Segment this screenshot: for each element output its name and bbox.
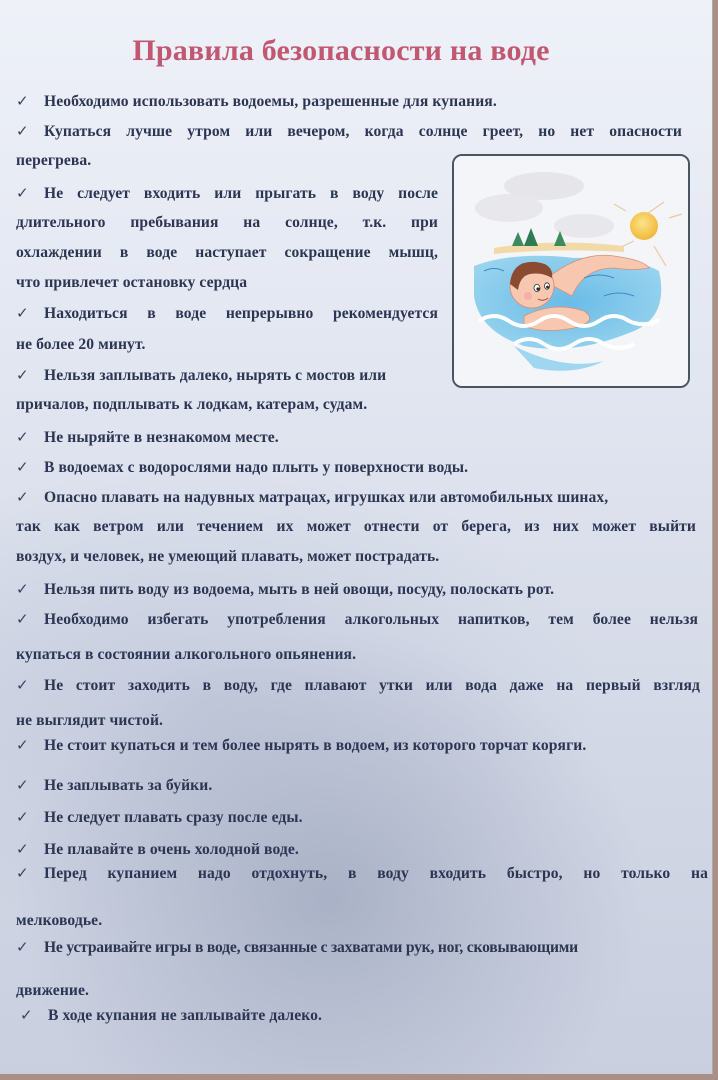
rule-3-cont: длительного пребывания на солнце, т.к. при — [16, 214, 438, 231]
rule-text: Не стоит заходить в воду, где плавают утки или вода даже на первый взгляд — [44, 677, 700, 694]
boy-swimming-illustration — [452, 154, 690, 388]
check-icon: ✓ — [16, 866, 29, 882]
check-icon: ✓ — [16, 810, 29, 826]
rule-8-cont: так как ветром или течением их может отнести от берега, из них может выйти — [16, 518, 696, 535]
check-icon: ✓ — [16, 738, 29, 754]
rule-14 — [16, 808, 303, 827]
check-icon: ✓ — [20, 1008, 33, 1024]
rule-text: Не следует входить или прыгать в воду после — [44, 185, 438, 202]
rule-3 — [16, 184, 438, 203]
check-icon: ✓ — [16, 186, 29, 202]
rule-17 — [16, 938, 578, 957]
poster-title: Правила безопасности на воде — [132, 34, 550, 67]
check-icon: ✓ — [16, 306, 29, 322]
rule-text: Нельзя заплывать далеко, нырять с мостов или — [44, 367, 387, 384]
rule-4-cont: не более 20 минут. — [16, 336, 146, 353]
check-icon: ✓ — [16, 940, 29, 956]
rule-text: Необходимо избегать употребления алкогольных напитков, тем более нельзя — [44, 611, 698, 628]
rule-9 — [16, 580, 554, 599]
rule-11 — [16, 676, 700, 695]
check-icon: ✓ — [16, 368, 29, 384]
check-icon: ✓ — [16, 460, 29, 476]
rule-2-cont: перегрева. — [16, 152, 92, 169]
check-icon: ✓ — [16, 94, 29, 110]
check-icon: ✓ — [16, 778, 29, 794]
rule-text: В водоемах с водорослями надо плыть у поверхности воды. — [44, 459, 469, 476]
rule-3-cont: охлаждении в воде наступает сокращение мышц, — [16, 244, 438, 261]
rule-text: Купаться лучше утром или вечером, когда солнце греет, но нет опасности — [44, 123, 682, 140]
rule-7 — [16, 458, 468, 477]
rule-text: Нельзя пить воду из водоема, мыть в ней овощи, посуду, полоскать рот. — [44, 581, 555, 598]
rule-text: Не плавайте в очень холодной воде. — [44, 841, 299, 858]
rule-text: Не ныряйте в незнакомом месте. — [44, 429, 279, 446]
check-icon: ✓ — [16, 124, 29, 140]
rule-text: В ходе купания не заплывайте далеко. — [48, 1007, 323, 1024]
rule-3-cont: что привлечет остановку сердца — [16, 274, 248, 291]
rule-12 — [16, 736, 586, 755]
rule-10 — [16, 610, 698, 629]
rule-text: Не заплывать за буйки. — [44, 777, 213, 794]
rule-2 — [16, 122, 682, 141]
rule-5-cont: причалов, подплывать к лодкам, катерам, судам. — [16, 396, 368, 413]
rule-text: Находиться в воде непрерывно рекомендуется — [44, 305, 438, 322]
rule-1 — [16, 92, 497, 111]
rule-6 — [16, 428, 279, 447]
check-icon: ✓ — [16, 842, 29, 858]
rule-11-cont: не выглядит чистой. — [16, 712, 164, 729]
rule-5 — [16, 366, 386, 385]
check-icon: ✓ — [16, 612, 29, 628]
rule-text: Не устраивайте игры в воде, связанные с захватами рук, ног, сковывающими — [44, 939, 578, 956]
rule-text: Перед купанием надо отдохнуть, в воду входить быстро, но только на — [44, 865, 708, 882]
rule-15 — [16, 840, 299, 859]
rule-17-cont: движение. — [16, 982, 90, 999]
rule-text: Опасно плавать на надувных матрацах, игрушках или автомобильных шинах, — [44, 489, 609, 506]
rule-16-cont: мелководье. — [16, 912, 103, 929]
rule-10-cont: купаться в состоянии алкогольного опьянения. — [16, 646, 357, 663]
swimming-scene-icon — [454, 156, 688, 386]
check-icon: ✓ — [16, 582, 29, 598]
rule-8 — [16, 488, 608, 507]
check-icon: ✓ — [16, 678, 29, 694]
rule-text: Не стоит купаться и тем более нырять в водоем, из которого торчат коряги. — [44, 737, 587, 754]
rule-text: Необходимо использовать водоемы, разрешенные для купания. — [44, 93, 497, 110]
rule-13 — [16, 776, 212, 795]
check-icon: ✓ — [16, 430, 29, 446]
rule-18 — [20, 1006, 322, 1025]
rule-text: Не следует плавать сразу после еды. — [44, 809, 303, 826]
check-icon: ✓ — [16, 490, 29, 506]
rule-16 — [16, 864, 708, 883]
rule-8-cont: воздух, и человек, не умеющий плавать, может пострадать. — [16, 548, 440, 565]
rule-4 — [16, 304, 438, 323]
